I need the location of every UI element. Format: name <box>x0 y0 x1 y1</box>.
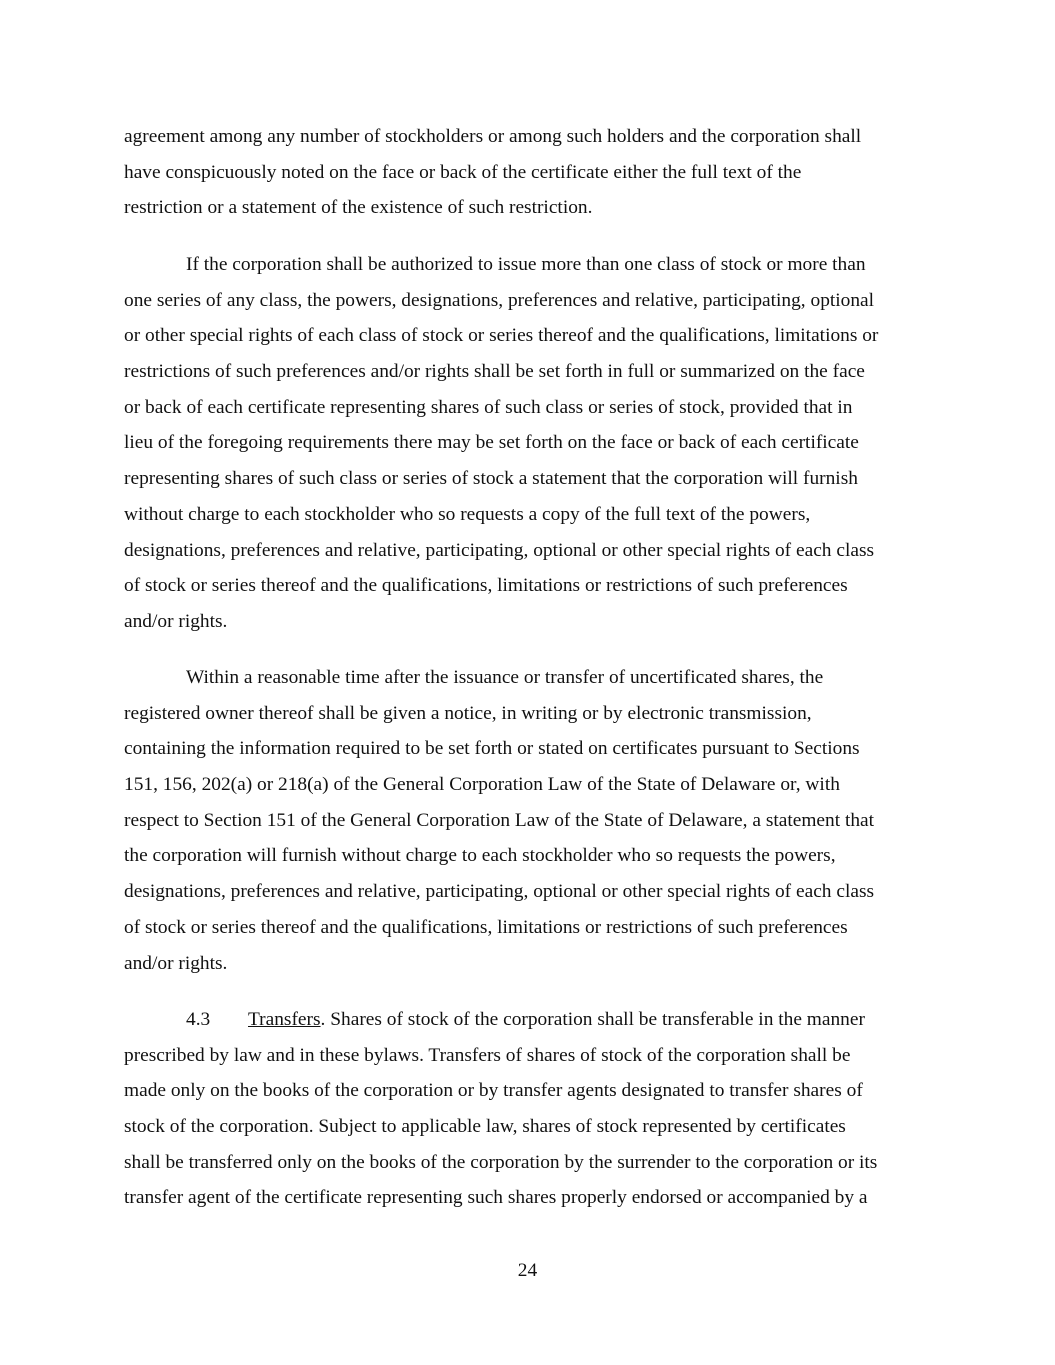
text-line: agreement among any number of stockholders or among such holders and the corporation shall <box>124 126 862 147</box>
text-line: without charge to each stockholder who so requests a copy of the full text of the powers, <box>124 503 811 525</box>
text-line: prescribed by law and in these bylaws. Transfers of shares of stock of the corporation shall be <box>124 1044 851 1066</box>
section-4-3-transfers <box>124 1002 944 1216</box>
text-line: If the corporation shall be authorized to issue more than one class of stock or more than <box>186 254 866 275</box>
text-line: . Shares of stock of the corporation shall be transferable in the manner <box>320 1009 865 1030</box>
text-line: restriction or a statement of the existence of such restriction. <box>124 197 593 219</box>
text-line: and/or rights. <box>124 610 228 632</box>
text-line: 151, 156, 202(a) or 218(a) of the General Corporation Law of the State of Delaware or, with <box>124 774 840 796</box>
paragraph-restriction-notice <box>124 119 944 226</box>
text-line: or back of each certificate representing shares of such class or series of stock, provided that in <box>124 396 853 418</box>
text-line: designations, preferences and relative, participating, optional or other special rights of each class <box>124 881 875 903</box>
text-line: respect to Section 151 of the General Corporation Law of the State of Delaware, a statement that <box>124 809 875 831</box>
text-line: containing the information required to be set forth or stated on certificates pursuant to Sections <box>124 738 860 760</box>
text-line: representing shares of such class or series of stock a statement that the corporation will furnish <box>124 468 858 490</box>
paragraph-uncertificated-shares <box>124 660 944 981</box>
page-number: 24 <box>517 1260 538 1281</box>
text-line: the corporation will furnish without charge to each stockholder who so requests the powers, <box>124 845 836 867</box>
text-line: restrictions of such preferences and/or rights shall be set forth in full or summarized on the face <box>124 361 865 383</box>
text-line: and/or rights. <box>124 952 228 974</box>
section-number: 4.3 <box>186 1009 211 1030</box>
text-line: one series of any class, the powers, designations, preferences and relative, participating, optional <box>124 289 875 311</box>
paragraph-multiple-classes <box>124 247 944 640</box>
text-line: designations, preferences and relative, participating, optional or other special rights of each class <box>124 539 875 561</box>
text-line: of stock or series thereof and the qualifications, limitations or restrictions of such preferences <box>124 575 848 597</box>
text-line: Within a reasonable time after the issuance or transfer of uncertificated shares, the <box>186 667 824 688</box>
text-line: lieu of the foregoing requirements there may be set forth on the face or back of each certificate <box>124 432 859 454</box>
text-line: transfer agent of the certificate representing such shares properly endorsed or accompanied by a <box>124 1187 868 1209</box>
text-line: of stock or series thereof and the qualifications, limitations or restrictions of such preferences <box>124 916 848 938</box>
section-heading-line <box>124 1002 944 1038</box>
text-line: stock of the corporation. Subject to applicable law, shares of stock represented by certificates <box>124 1116 846 1138</box>
text-line: have conspicuously noted on the face or back of the certificate either the full text of the <box>124 161 802 183</box>
section-title: Transfers <box>248 1009 321 1030</box>
text-line: shall be transferred only on the books of the corporation by the surrender to the corporation or its <box>124 1151 878 1173</box>
text-line: made only on the books of the corporation or by transfer agents designated to transfer shares of <box>124 1080 863 1102</box>
text-line: or other special rights of each class of stock or series thereof and the qualifications, limitations or <box>124 325 879 347</box>
text-line: registered owner thereof shall be given a notice, in writing or by electronic transmission, <box>124 702 812 724</box>
